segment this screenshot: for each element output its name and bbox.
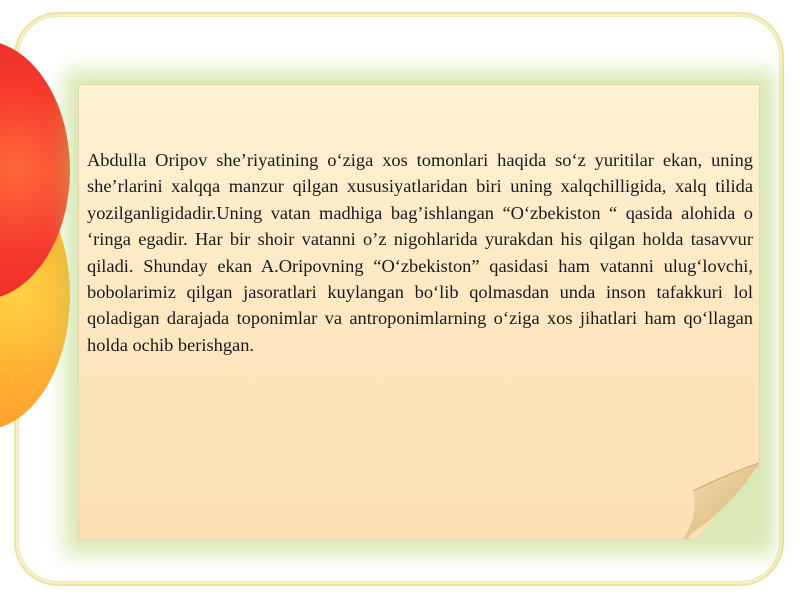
page-curl-icon — [683, 463, 759, 539]
body-text: Abdulla Oripov she’riyatining o‘ziga xos tomonlari haqida so‘z yuritilar ekan, uning she’rlarini xalqqa manzur qilgan xususiyatlaridan biri uning xalqchilligida, xalq tilida yozilganligidadir.Uning vatan madhiga bag’ishlangan “O‘zbekiston “ qasida alohida o ‘ringa egadir. Har bir shoir vatanni o’z nigohlarida yurakdan his qilgan holda tasavvur qiladi. Shunday ekan A.Oripovning “O‘zbekiston” qasidasi ham vatanni ulug‘lovchi, bobolarimiz qilgan jasoratlari kuylangan bo‘lib qolmasdan unda inson tafakkuri lol qoladigan darajada toponimlar va antroponimlarning o‘ziga xos jihatlari ham qo‘llagan holda ochib berishgan. — [87, 150, 753, 355]
